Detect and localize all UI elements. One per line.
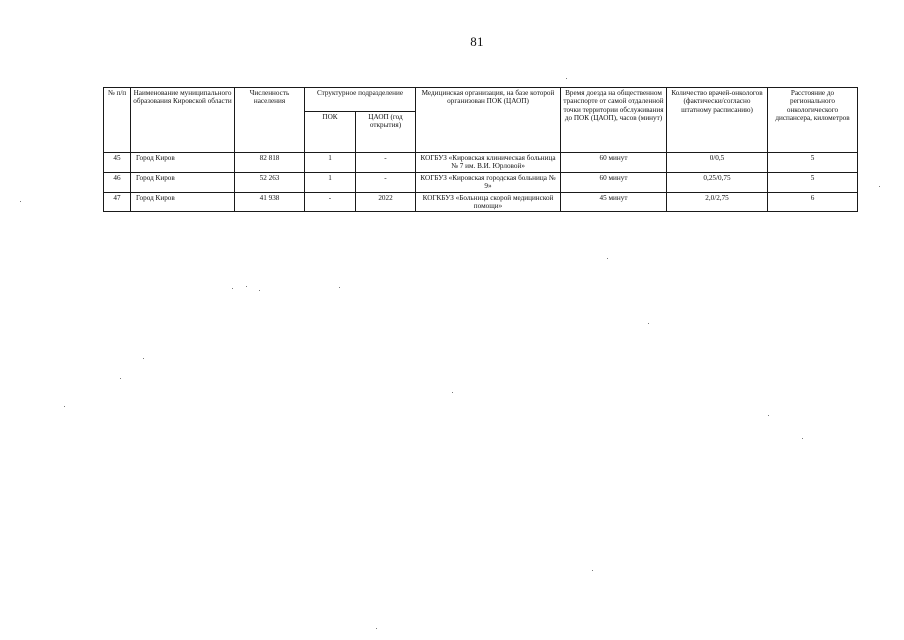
cell-caop: 2022 <box>356 192 416 212</box>
cell-pok: 1 <box>305 153 356 173</box>
table-row <box>104 192 858 212</box>
header-structure: Структурное подразделение <box>305 88 416 112</box>
scan-speck <box>259 290 260 291</box>
table-row <box>104 172 858 192</box>
cell-no: 46 <box>104 172 131 192</box>
cell-distance: 6 <box>768 192 858 212</box>
cell-organization: КОГКБУЗ «Больница скорой медицинской помощи» <box>416 192 561 212</box>
cell-travel-time: 60 минут <box>561 153 667 173</box>
scan-speck <box>648 323 649 324</box>
scan-speck <box>768 415 769 416</box>
scan-speck <box>64 406 65 407</box>
scan-speck <box>20 201 21 202</box>
cell-no: 45 <box>104 153 131 173</box>
scan-speck <box>232 288 233 289</box>
scan-speck <box>339 287 340 288</box>
cell-municipality: Город Киров <box>131 192 235 212</box>
scan-speck <box>592 570 593 571</box>
header-pok: ПОК <box>305 111 356 152</box>
header-travel-time: Время доезда на общественном транспорте от самой отдаленной точки территории обслуживания до ПОК (ЦАОП), часов (минут) <box>561 88 667 153</box>
scan-speck <box>143 358 144 359</box>
table-header-row <box>104 88 858 112</box>
cell-population: 82 818 <box>235 153 305 173</box>
oncology-units-table <box>103 87 858 212</box>
cell-organization: КОГБУЗ «Кировская клиническая больница № 7 им. В.И. Юрловой» <box>416 153 561 173</box>
cell-population: 41 938 <box>235 192 305 212</box>
cell-travel-time: 45 минут <box>561 192 667 212</box>
cell-doctors: 0,25/0,75 <box>667 172 768 192</box>
cell-distance: 5 <box>768 172 858 192</box>
cell-pok: - <box>305 192 356 212</box>
cell-population: 52 263 <box>235 172 305 192</box>
header-no: № п/п <box>104 88 131 153</box>
cell-caop: - <box>356 172 416 192</box>
header-distance: Расстояние до регионального онкологического диспансера, километров <box>768 88 858 153</box>
header-caop: ЦАОП (год открытия) <box>356 111 416 152</box>
header-population: Численность населения <box>235 88 305 153</box>
scan-speck <box>607 258 608 259</box>
cell-doctors: 0/0,5 <box>667 153 768 173</box>
cell-municipality: Город Киров <box>131 153 235 173</box>
cell-caop: - <box>356 153 416 173</box>
cell-organization: КОГБУЗ «Кировская городская больница № 9» <box>416 172 561 192</box>
scan-speck <box>246 286 247 287</box>
scan-speck <box>120 378 121 379</box>
scan-speck <box>879 186 880 187</box>
cell-doctors: 2,0/2,75 <box>667 192 768 212</box>
cell-distance: 5 <box>768 153 858 173</box>
header-doctors: Количество врачей-онкологов (фактически/согласно штатному расписанию) <box>667 88 768 153</box>
cell-travel-time: 60 минут <box>561 172 667 192</box>
header-organization: Медицинская организация, на базе которой организован ПОК (ЦАОП) <box>416 88 561 153</box>
cell-municipality: Город Киров <box>131 172 235 192</box>
page-number: 81 <box>470 34 484 49</box>
table-row <box>104 153 858 173</box>
scan-speck <box>452 392 453 393</box>
cell-no: 47 <box>104 192 131 212</box>
cell-pok: 1 <box>305 172 356 192</box>
scan-speck <box>802 438 803 439</box>
scan-speck <box>376 628 377 629</box>
scan-speck <box>566 78 567 79</box>
header-municipality: Наименование муниципального образования Кировской области <box>131 88 235 153</box>
